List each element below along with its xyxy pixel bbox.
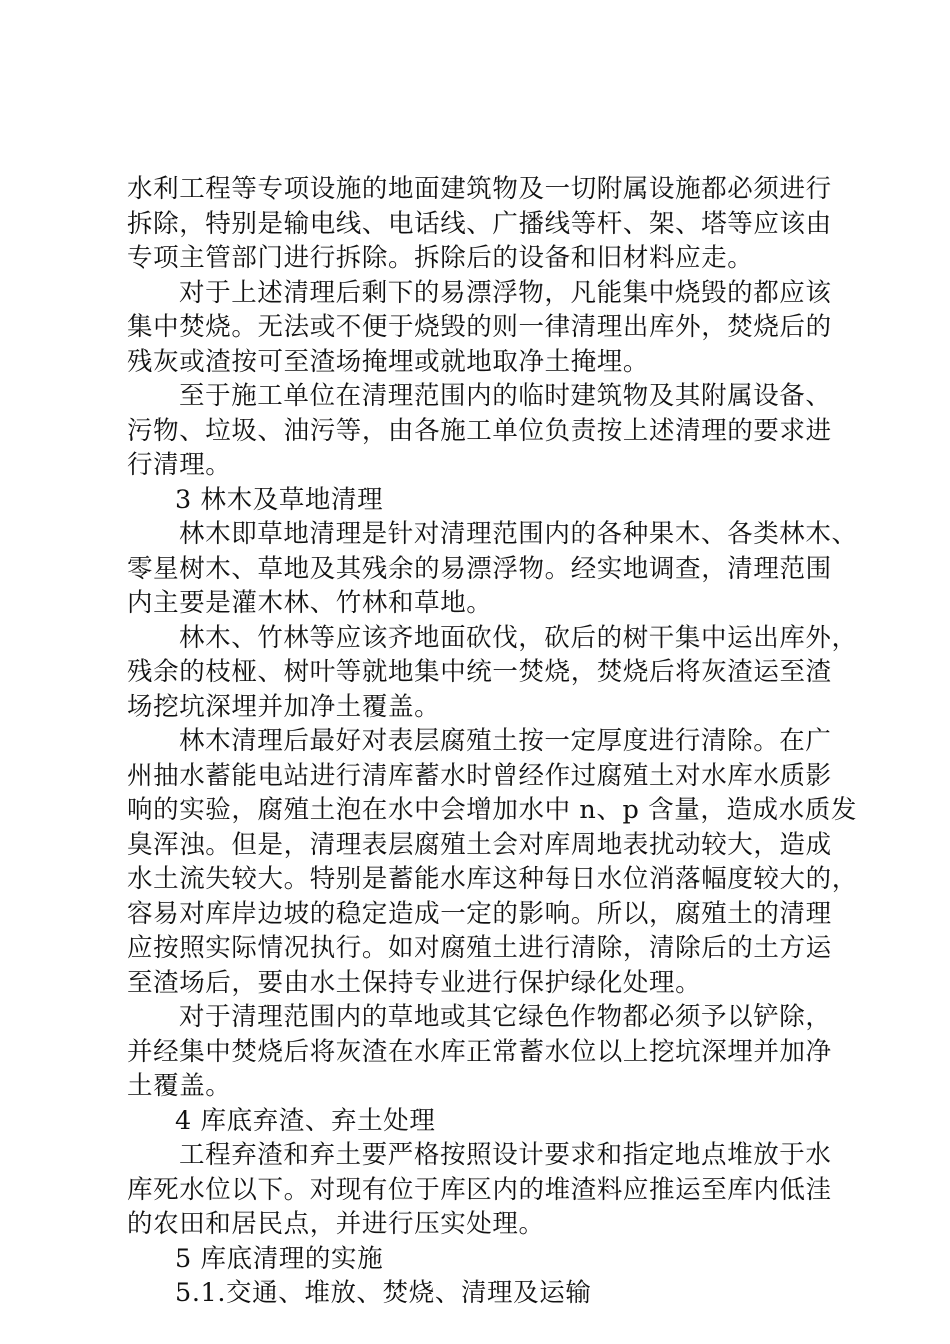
- text-line: 库死水位以下。对现有位于库区内的堆渣料应推运至库内低洼: [127, 1174, 832, 1205]
- paragraph-first-line: 林木清理后最好对表层腐殖土按一定厚度进行清除。在广: [179, 726, 832, 756]
- paragraph-first-line: 林木、竹林等应该齐地面砍伐，砍后的树干集中运出库外，: [179, 622, 858, 653]
- text-line: 残灰或渣按可至渣场掩埋或就地取净土掩埋。: [127, 346, 650, 377]
- subsection-heading-5-1: 5.1.交通、堆放、焚烧、清理及运输: [175, 1278, 592, 1308]
- text-line: 行清理。: [127, 450, 232, 480]
- text-line: 土覆盖。: [127, 1071, 232, 1101]
- text-line: 拆除，特别是输电线、电话线、广播线等杆、架、塔等应该由: [127, 208, 832, 239]
- text-line: 州抽水蓄能电站进行清库蓄水时曾经作过腐殖土对水库水质影: [127, 760, 832, 791]
- text-line: 并经集中焚烧后将灰渣在水库正常蓄水位以上挖坑深埋并加净: [127, 1036, 832, 1067]
- paragraph-first-line: 对于上述清理后剩下的易漂浮物，凡能集中烧毁的都应该: [179, 277, 832, 308]
- text-line: 内主要是灌木林、竹林和草地。: [127, 588, 493, 618]
- paragraph-first-line: 林木即草地清理是针对清理范围内的各种果木、各类林木、: [179, 519, 858, 549]
- paragraph-first-line: 至于施工单位在清理范围内的临时建筑物及其附属设备、: [179, 381, 832, 411]
- text-line: 响的实验，腐殖土泡在水中会增加水中 n、p 含量，造成水质发: [127, 795, 857, 825]
- text-line: 集中焚烧。无法或不便于烧毁的则一律清理出库外，焚烧后的: [127, 312, 832, 342]
- text-line: 专项主管部门进行拆除。拆除后的设备和旧材料应走。: [127, 243, 754, 273]
- section-heading-4: 4 库底弃渣、弃土处理: [175, 1105, 436, 1136]
- paragraph-first-line: 工程弃渣和弃土要严格按照设计要求和指定地点堆放于水: [179, 1140, 832, 1170]
- text-line: 的农田和居民点，并进行压实处理。: [127, 1209, 545, 1239]
- section-heading-5: 5 库底清理的实施: [175, 1243, 384, 1274]
- text-line: 污物、垃圾、油污等，由各施工单位负责按上述清理的要求进: [127, 415, 832, 446]
- document-body: [127, 172, 858, 1311]
- paragraph-first-line: 对于清理范围内的草地或其它绿色作物都必须予以铲除，: [179, 1002, 832, 1032]
- text-line: 场挖坑深埋并加净土覆盖。: [127, 691, 441, 722]
- text-line: 至渣场后，要由水土保持专业进行保护绿化处理。: [127, 967, 702, 998]
- text-line: 容易对库岸边坡的稳定造成一定的影响。所以，腐殖土的清理: [127, 898, 832, 929]
- text-line: 水土流失较大。特别是蓄能水库这种每日水位消落幅度较大的，: [127, 864, 858, 894]
- text-line: 应按照实际情况执行。如对腐殖土进行清除，清除后的土方运: [127, 933, 832, 963]
- text-line: 残余的枝桠、树叶等就地集中统一焚烧，焚烧后将灰渣运至渣: [127, 657, 832, 687]
- text-line: 水利工程等专项设施的地面建筑物及一切附属设施都必须进行: [127, 174, 832, 204]
- text-line: 臭浑浊。但是，清理表层腐殖土会对库周地表扰动较大，造成: [127, 829, 832, 860]
- section-heading-3: 3 林木及草地清理: [175, 484, 384, 515]
- text-line: 零星树木、草地及其残余的易漂浮物。经实地调查，清理范围: [127, 553, 832, 584]
